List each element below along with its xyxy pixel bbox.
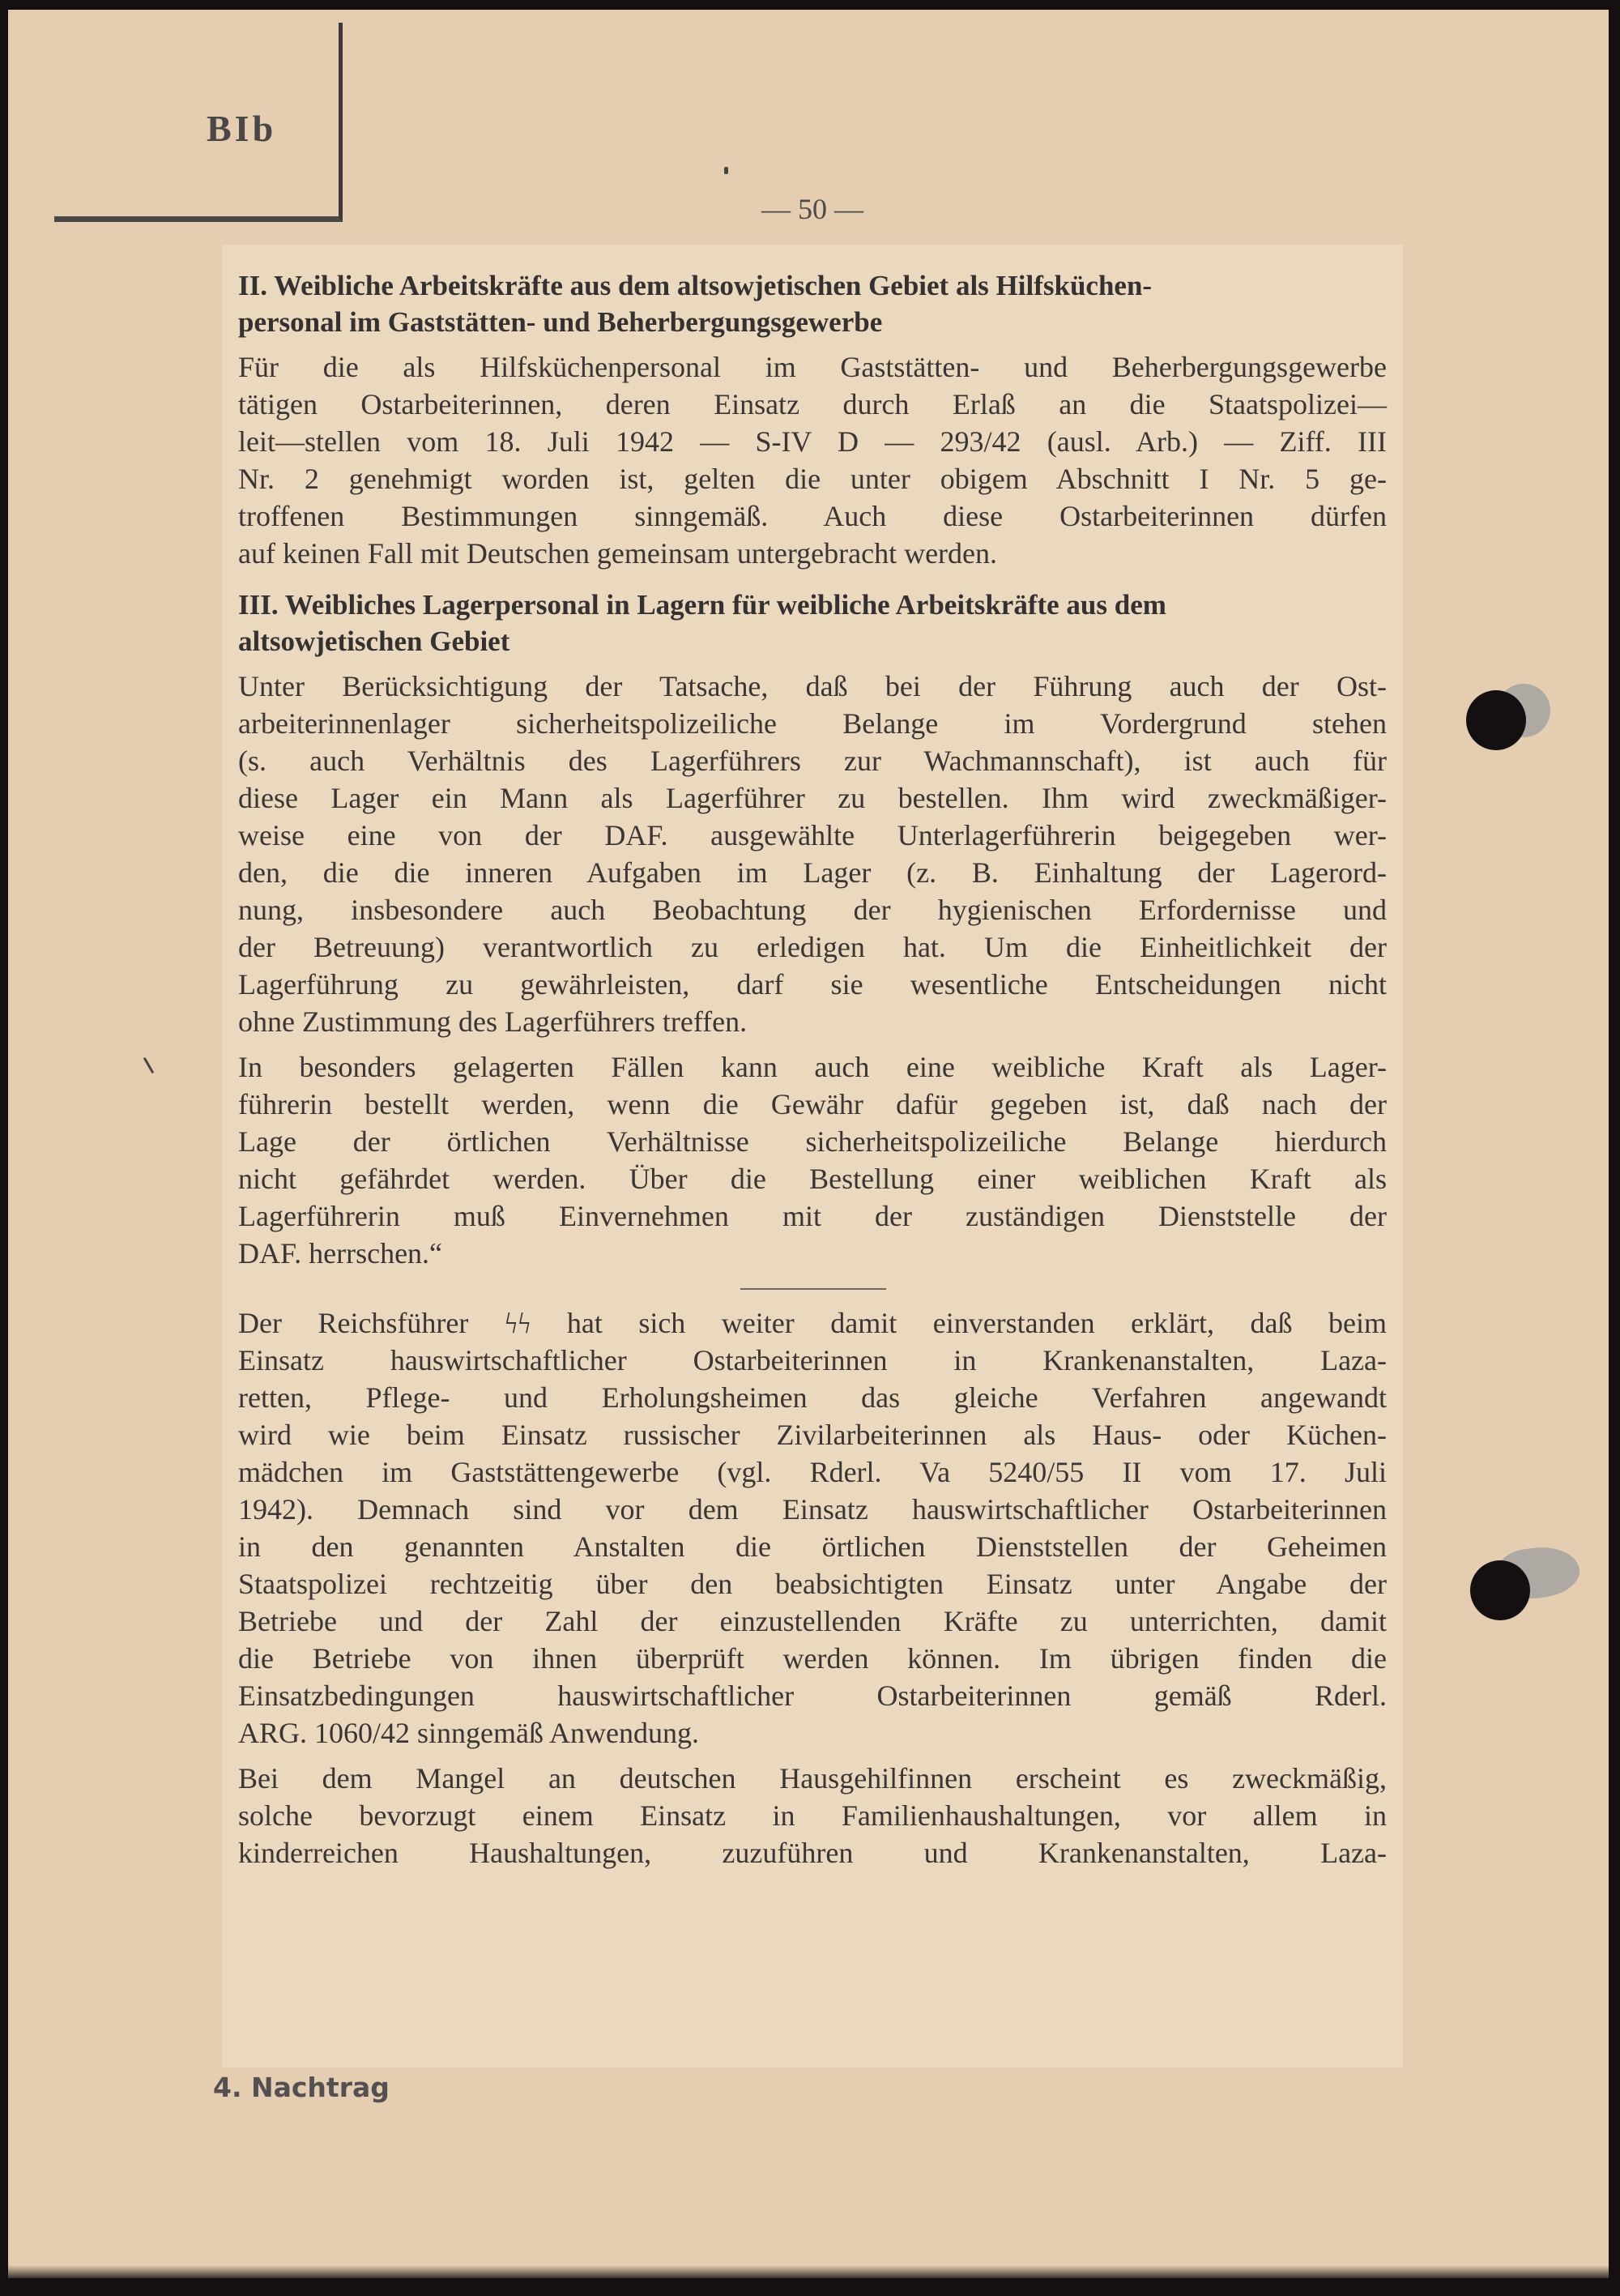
- text-line: in den genannten Anstalten die örtlichen Dienststellen der Geheimen: [238, 1530, 1387, 1563]
- separator-row: [238, 1272, 1387, 1304]
- register-code: BIb: [207, 108, 277, 149]
- text-line: kinderreichen Haushaltungen, zuzuführen und Krankenanstalten, Laza-: [238, 1837, 1387, 1869]
- ink-speck: [724, 167, 728, 174]
- text-line: Für die als Hilfsküchenpersonal im Gaststätten- und Beherbergungsgewerbe: [238, 351, 1387, 383]
- text-line: nung, insbesondere auch Beobachtung der hygienischen Erfordernisse und: [238, 894, 1387, 926]
- text-line: Der Reichsführer ϟϟ hat sich weiter damit einverstanden erklärt, daß beim: [238, 1307, 1387, 1339]
- text-line: diese Lager ein Mann als Lagerführer zu bestellen. Ihm wird zweckmäßiger-: [238, 782, 1387, 814]
- text-line: tätigen Ostarbeiterinnen, deren Einsatz durch Erlaß an die Staatspolizei—: [238, 388, 1387, 420]
- text-line: Lagerführerin muß Einvernehmen mit der zuständigen Dienststelle der: [238, 1200, 1387, 1232]
- text-line: die Betriebe von ihnen überprüft werden können. Im übrigen finden die: [238, 1642, 1387, 1675]
- document-page: [8, 10, 1609, 2278]
- text-line: auf keinen Fall mit Deutschen gemeinsam untergebracht werden.: [238, 537, 998, 570]
- text-line: Einsatzbedingungen hauswirtschaftlicher Ostarbeiterinnen gemäß Rderl.: [238, 1679, 1387, 1712]
- text-line: weise eine von der DAF. ausgewählte Unterlagerführerin beigegeben wer-: [238, 819, 1387, 851]
- text-line: Bei dem Mangel an deutschen Hausgehilfinnen erscheint es zweckmäßig,: [238, 1762, 1387, 1795]
- text-line: In besonders gelagerten Fällen kann auch eine weibliche Kraft als Lager-: [238, 1051, 1387, 1083]
- text-line: Einsatz hauswirtschaftlicher Ostarbeiterinnen in Krankenanstalten, Laza-: [238, 1344, 1387, 1376]
- section-3-heading: [238, 587, 1387, 659]
- punch-hole-icon: [1466, 690, 1526, 750]
- text-line: Nr. 2 genehmigt worden ist, gelten die unter obigem Abschnitt I Nr. 5 ge-: [238, 463, 1387, 495]
- text-line: nicht gefährdet werden. Über die Bestellung einer weiblichen Kraft als: [238, 1163, 1387, 1195]
- text-line: ARG. 1060/42 sinngemäß Anwendung.: [238, 1717, 699, 1749]
- text-line: führerin bestellt werden, wenn die Gewähr dafür gegeben ist, daß nach der: [238, 1088, 1387, 1120]
- section-3-paragraph-2: [238, 1048, 1387, 1272]
- section-3-paragraph-1: [238, 668, 1387, 1040]
- text-line: wird wie beim Einsatz russischer Zivilarbeiterinnen als Haus- oder Küchen-: [238, 1419, 1387, 1451]
- text-line: solche bevorzugt einem Einsatz in Familienhaushaltungen, vor allem in: [238, 1799, 1387, 1832]
- text-line: leit—stellen vom 18. Juli 1942 — S-IV D — 293/42 (ausl. Arb.) — Ziff. III: [238, 425, 1387, 458]
- page-number: — 50 —: [761, 193, 863, 225]
- text-line: troffenen Bestimmungen sinngemäß. Auch diese Ostarbeiterinnen dürfen: [238, 500, 1387, 532]
- pasted-text-slip: [222, 245, 1403, 2068]
- text-line: Lagerführung zu gewährleisten, darf sie wesentliche Entscheidungen nicht: [238, 968, 1387, 1001]
- register-tab-box: [54, 23, 343, 222]
- text-line: Betriebe und der Zahl der einzustellenden Kräfte zu unterrichten, damit: [238, 1605, 1387, 1637]
- punch-hole-icon: [1470, 1560, 1530, 1620]
- closing-paragraph-1: [238, 1304, 1387, 1752]
- text-line: retten, Pflege- und Erholungsheimen das gleiche Verfahren angewandt: [238, 1381, 1387, 1414]
- text-line: mädchen im Gaststättengewerbe (vgl. Rderl. Va 5240/55 II vom 17. Juli: [238, 1456, 1387, 1488]
- slip-content: [238, 267, 1387, 1871]
- closing-paragraph-2: [238, 1760, 1387, 1871]
- heading-line: personal im Gaststätten- und Beherbergungsgewerbe: [238, 306, 883, 338]
- text-line: Staatspolizei rechtzeitig über den beabsichtigten Einsatz unter Angabe der: [238, 1568, 1387, 1600]
- ink-speck: [143, 1057, 155, 1074]
- supplement-label: 4. Nachtrag: [213, 2072, 390, 2103]
- heading-line: altsowjetischen Gebiet: [238, 625, 510, 657]
- text-line: ohne Zustimmung des Lagerführers treffen.: [238, 1005, 748, 1038]
- text-line: (s. auch Verhältnis des Lagerführers zur Wachmannschaft), ist auch für: [238, 745, 1387, 777]
- section-separator-rule: [740, 1288, 886, 1290]
- text-line: DAF. herrschen.“: [238, 1237, 443, 1270]
- section-2-heading: [238, 267, 1387, 340]
- text-line: Lage der örtlichen Verhältnisse sicherheitspolizeiliche Belange hierdurch: [238, 1125, 1387, 1158]
- section-2-body: [238, 348, 1387, 572]
- text-line: den, die die inneren Aufgaben im Lager (z. B. Einhaltung der Lagerord-: [238, 856, 1387, 889]
- text-line: arbeiterinnenlager sicherheitspolizeiliche Belange im Vordergrund stehen: [238, 707, 1387, 740]
- text-line: Unter Berücksichtigung der Tatsache, daß bei der Führung auch der Ost-: [238, 670, 1387, 702]
- heading-line: II. Weibliche Arbeitskräfte aus dem altsowjetischen Gebiet als Hilfsküchen-: [238, 270, 1153, 301]
- text-line: 1942). Demnach sind vor dem Einsatz hauswirtschaftlicher Ostarbeiterinnen: [238, 1493, 1387, 1526]
- text-line: der Betreuung) verantwortlich zu erledigen hat. Um die Einheitlichkeit der: [238, 931, 1387, 963]
- heading-line: III. Weibliches Lagerpersonal in Lagern für weibliche Arbeitskräfte aus dem: [238, 589, 1166, 621]
